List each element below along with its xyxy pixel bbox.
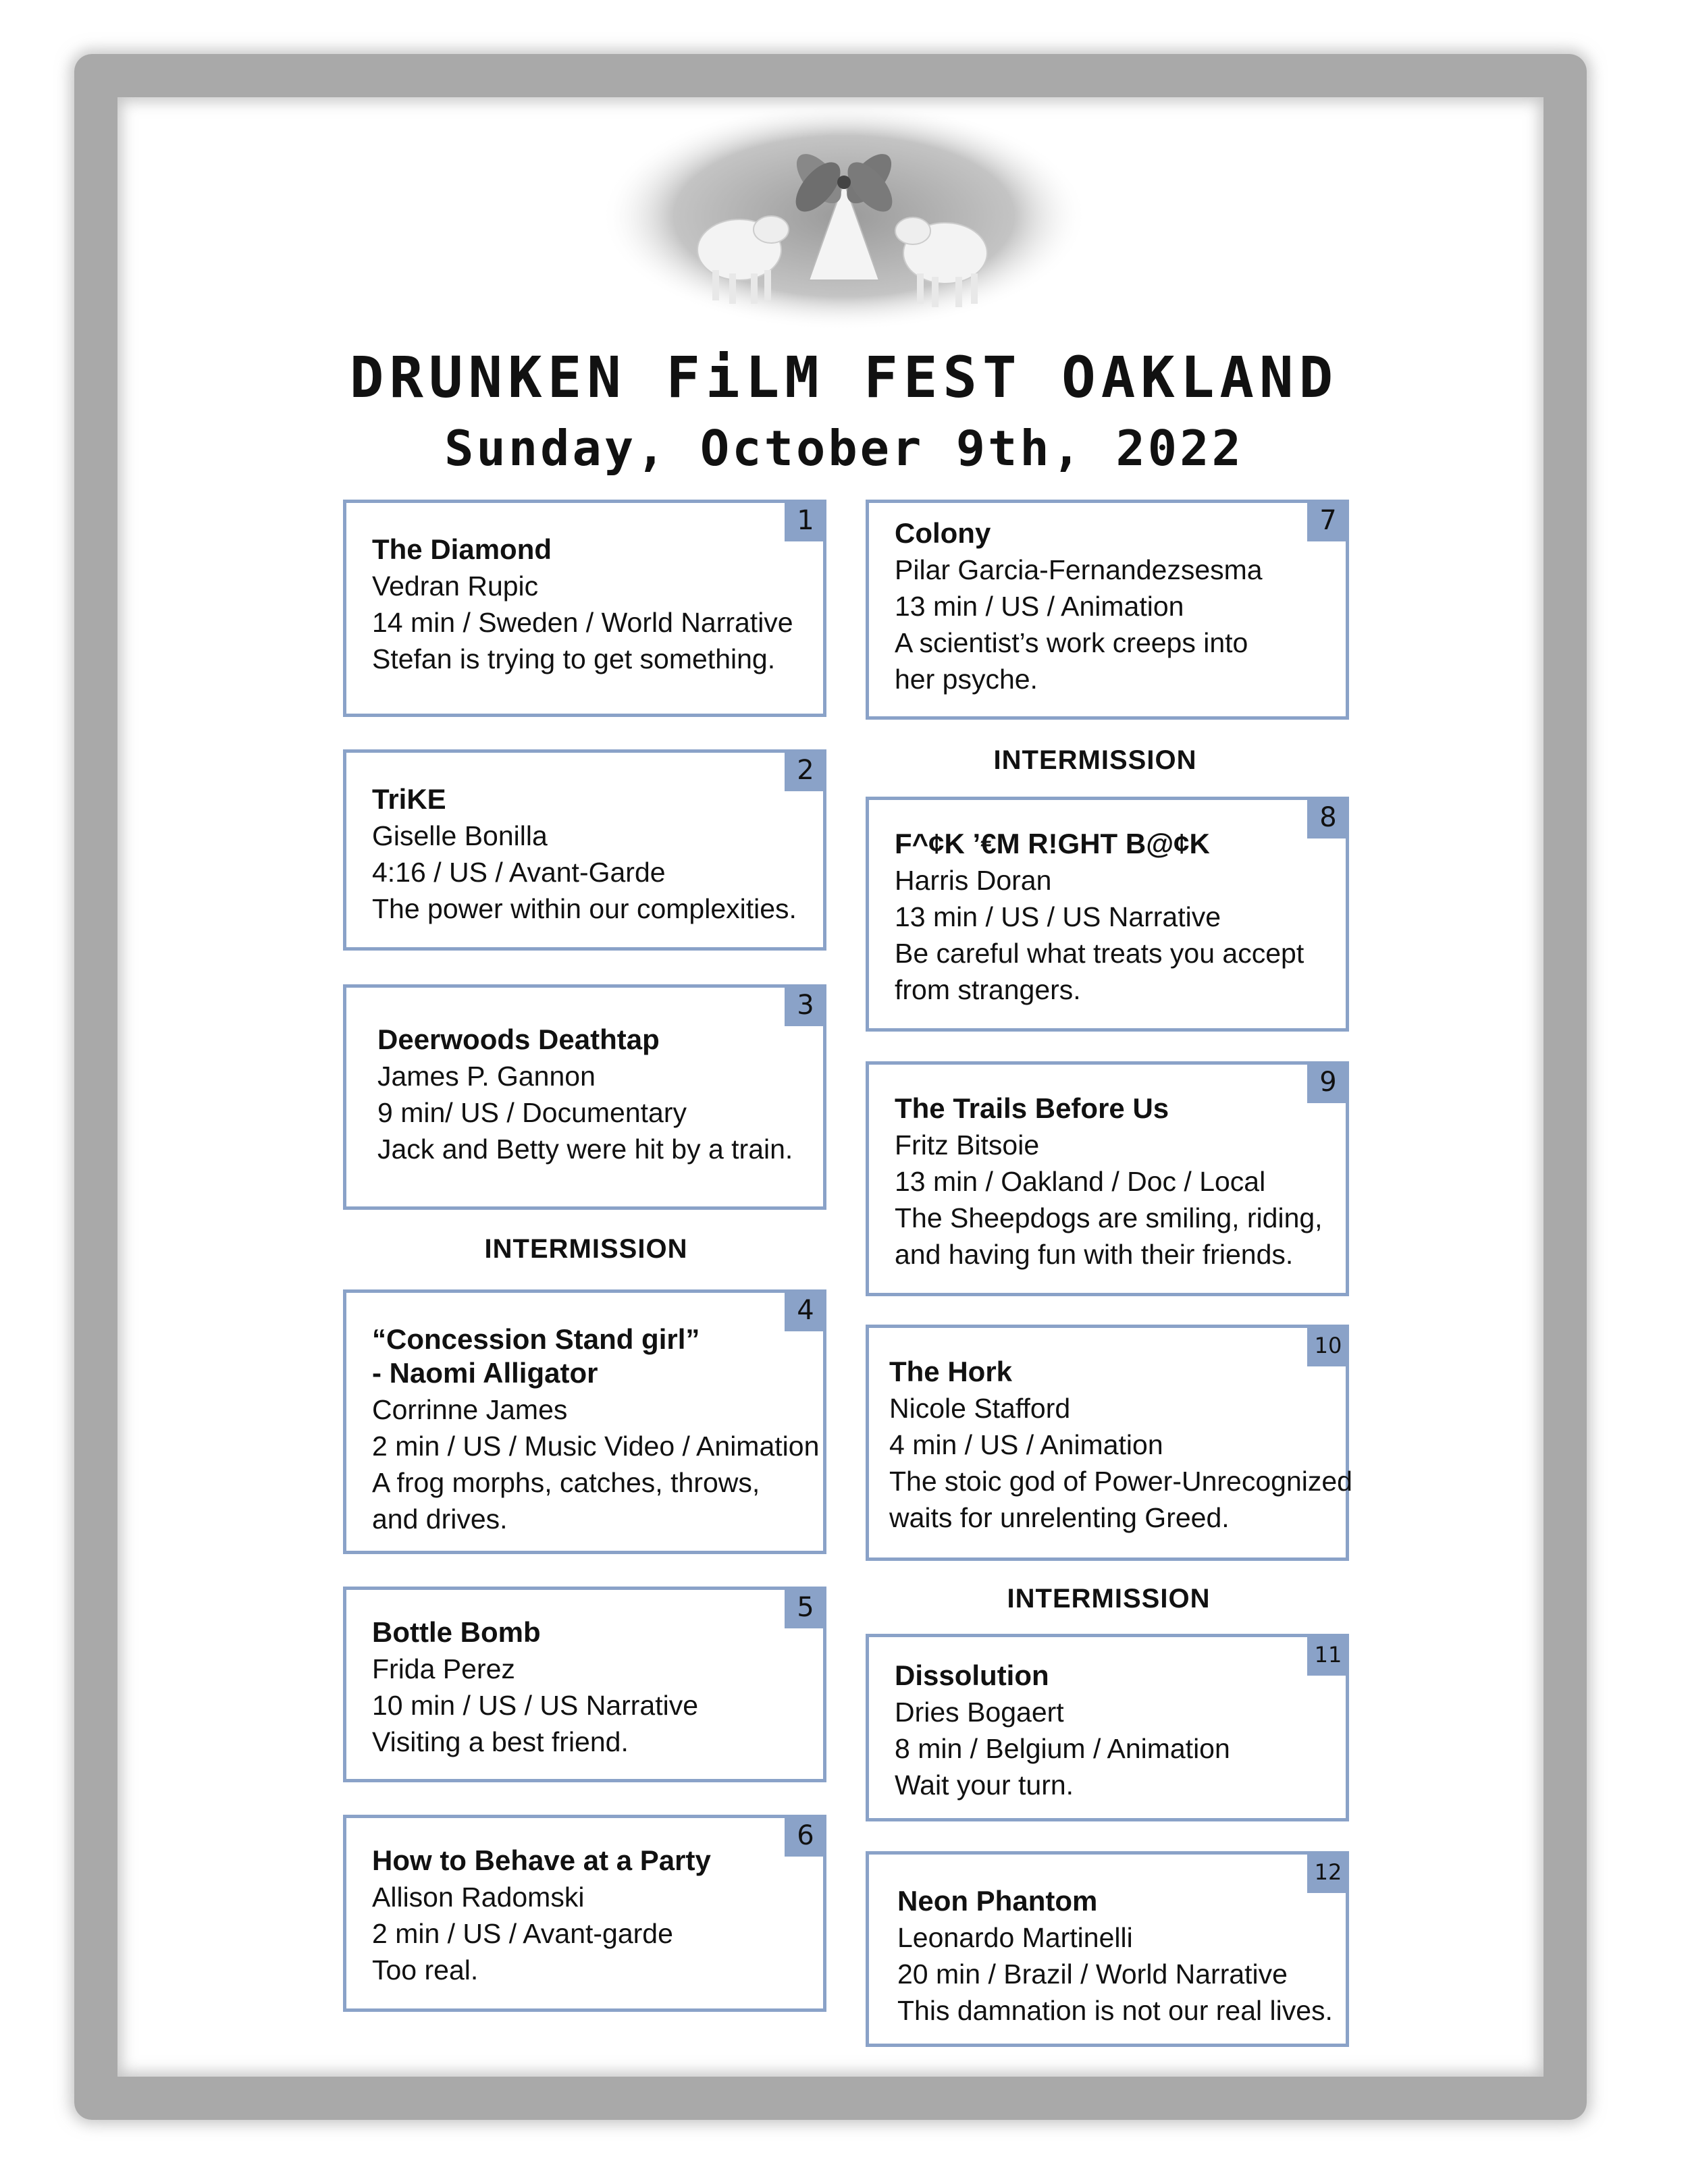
film-info: 4 min / US / Animation: [889, 1429, 1163, 1460]
film-description: Be careful what treats you accept: [895, 938, 1304, 969]
film-number-badge: 5: [785, 1587, 826, 1628]
film-info: 13 min / US / US Narrative: [895, 901, 1221, 932]
film-info: 8 min / Belgium / Animation: [895, 1733, 1230, 1764]
film-number-badge: 7: [1307, 500, 1349, 541]
intermission-label: INTERMISSION: [484, 1234, 688, 1264]
film-title: “Concession Stand girl”: [372, 1323, 700, 1355]
film-card-12: [866, 1851, 1349, 2047]
intermission-label: INTERMISSION: [1007, 1584, 1211, 1614]
film-description: her psyche.: [895, 664, 1038, 695]
film-title: Neon Phantom: [897, 1885, 1098, 1917]
film-director: Corrinne James: [372, 1394, 568, 1425]
film-info: 13 min / Oakland / Doc / Local: [895, 1166, 1266, 1197]
film-card-2: [343, 749, 826, 951]
film-director: Nicole Stafford: [889, 1393, 1071, 1424]
film-director: James P. Gannon: [377, 1061, 596, 1092]
film-title: Colony: [895, 517, 991, 549]
film-description: Jack and Betty were hit by a train.: [377, 1134, 793, 1165]
film-card-5: [343, 1587, 826, 1782]
film-director: Vedran Rupic: [372, 570, 539, 602]
festival-date: Sunday, October 9th, 2022: [444, 420, 1244, 477]
film-number-badge: 3: [785, 984, 826, 1026]
film-card-4: [343, 1289, 826, 1554]
film-number-badge: 4: [785, 1289, 826, 1331]
film-info: 20 min / Brazil / World Narrative: [897, 1959, 1288, 1990]
film-description: waits for unrelenting Greed.: [889, 1502, 1230, 1533]
film-description: and having fun with their friends.: [895, 1239, 1294, 1270]
film-description: from strangers.: [895, 974, 1081, 1005]
film-director: Dries Bogaert: [895, 1697, 1064, 1728]
film-number-badge: 11: [1307, 1634, 1349, 1676]
film-info: 2 min / US / Avant-garde: [372, 1918, 673, 1949]
film-title: F^¢K ’€M R!GHT B@¢K: [895, 828, 1210, 859]
film-card-9: [866, 1061, 1349, 1296]
film-director: Harris Doran: [895, 865, 1052, 896]
film-info: 13 min / US / Animation: [895, 591, 1184, 622]
film-info: 4:16 / US / Avant-Garde: [372, 857, 666, 888]
film-card-8: [866, 797, 1349, 1032]
film-director: Pilar Garcia-Fernandezsesma: [895, 554, 1263, 585]
film-description: A frog morphs, catches, throws,: [372, 1467, 760, 1498]
film-title: Dissolution: [895, 1659, 1049, 1691]
film-title: Deerwoods Deathtap: [377, 1023, 660, 1055]
film-title: The Hork: [889, 1356, 1013, 1387]
film-description: and drives.: [372, 1503, 508, 1535]
film-director: Leonardo Martinelli: [897, 1922, 1133, 1953]
film-description: The stoic god of Power-Unrecognized: [889, 1466, 1352, 1497]
film-title: The Diamond: [372, 533, 552, 565]
festival-title: DRUNKEN FiLM FEST OAKLAND: [349, 344, 1339, 410]
film-card-3: [343, 984, 826, 1210]
film-card-10: [866, 1325, 1352, 1561]
film-title-line-2: - Naomi Alligator: [372, 1357, 598, 1389]
film-description: Visiting a best friend.: [372, 1726, 629, 1757]
film-description: This damnation is not our real lives.: [897, 1995, 1333, 2026]
film-director: Allison Radomski: [372, 1882, 585, 1913]
film-title: How to Behave at a Party: [372, 1844, 711, 1876]
intermission-label: INTERMISSION: [993, 745, 1197, 775]
film-title: The Trails Before Us: [895, 1092, 1169, 1124]
film-info: 10 min / US / US Narrative: [372, 1690, 699, 1721]
film-director: Giselle Bonilla: [372, 820, 548, 851]
film-director: Frida Perez: [372, 1653, 515, 1684]
film-description: Wait your turn.: [895, 1769, 1074, 1801]
film-number-badge: 9: [1307, 1061, 1349, 1103]
film-description: A scientist’s work creeps into: [895, 627, 1248, 658]
film-description: The power within our complexities.: [372, 893, 797, 924]
film-title: TriKE: [372, 783, 446, 815]
film-number-badge: 10: [1307, 1325, 1349, 1366]
film-number-badge: 2: [785, 749, 826, 791]
film-card-1: [343, 500, 826, 717]
film-info: 14 min / Sweden / World Narrative: [372, 607, 793, 638]
film-number-badge: 12: [1307, 1851, 1349, 1893]
film-description: Too real.: [372, 1954, 479, 1986]
film-number-badge: 1: [785, 500, 826, 541]
film-card-6: [343, 1815, 826, 2012]
film-card-7: [866, 500, 1349, 720]
film-card-11: [866, 1634, 1349, 1821]
film-director: Fritz Bitsoie: [895, 1129, 1040, 1161]
film-number-badge: 6: [785, 1815, 826, 1857]
film-info: 2 min / US / Music Video / Animation: [372, 1431, 820, 1462]
film-title: Bottle Bomb: [372, 1616, 541, 1648]
film-number-badge: 8: [1307, 797, 1349, 838]
film-description: The Sheepdogs are smiling, riding,: [895, 1202, 1323, 1233]
sheep-windmill-illustration: [594, 108, 1094, 331]
film-info: 9 min/ US / Documentary: [377, 1097, 687, 1128]
film-description: Stefan is trying to get something.: [372, 643, 776, 674]
